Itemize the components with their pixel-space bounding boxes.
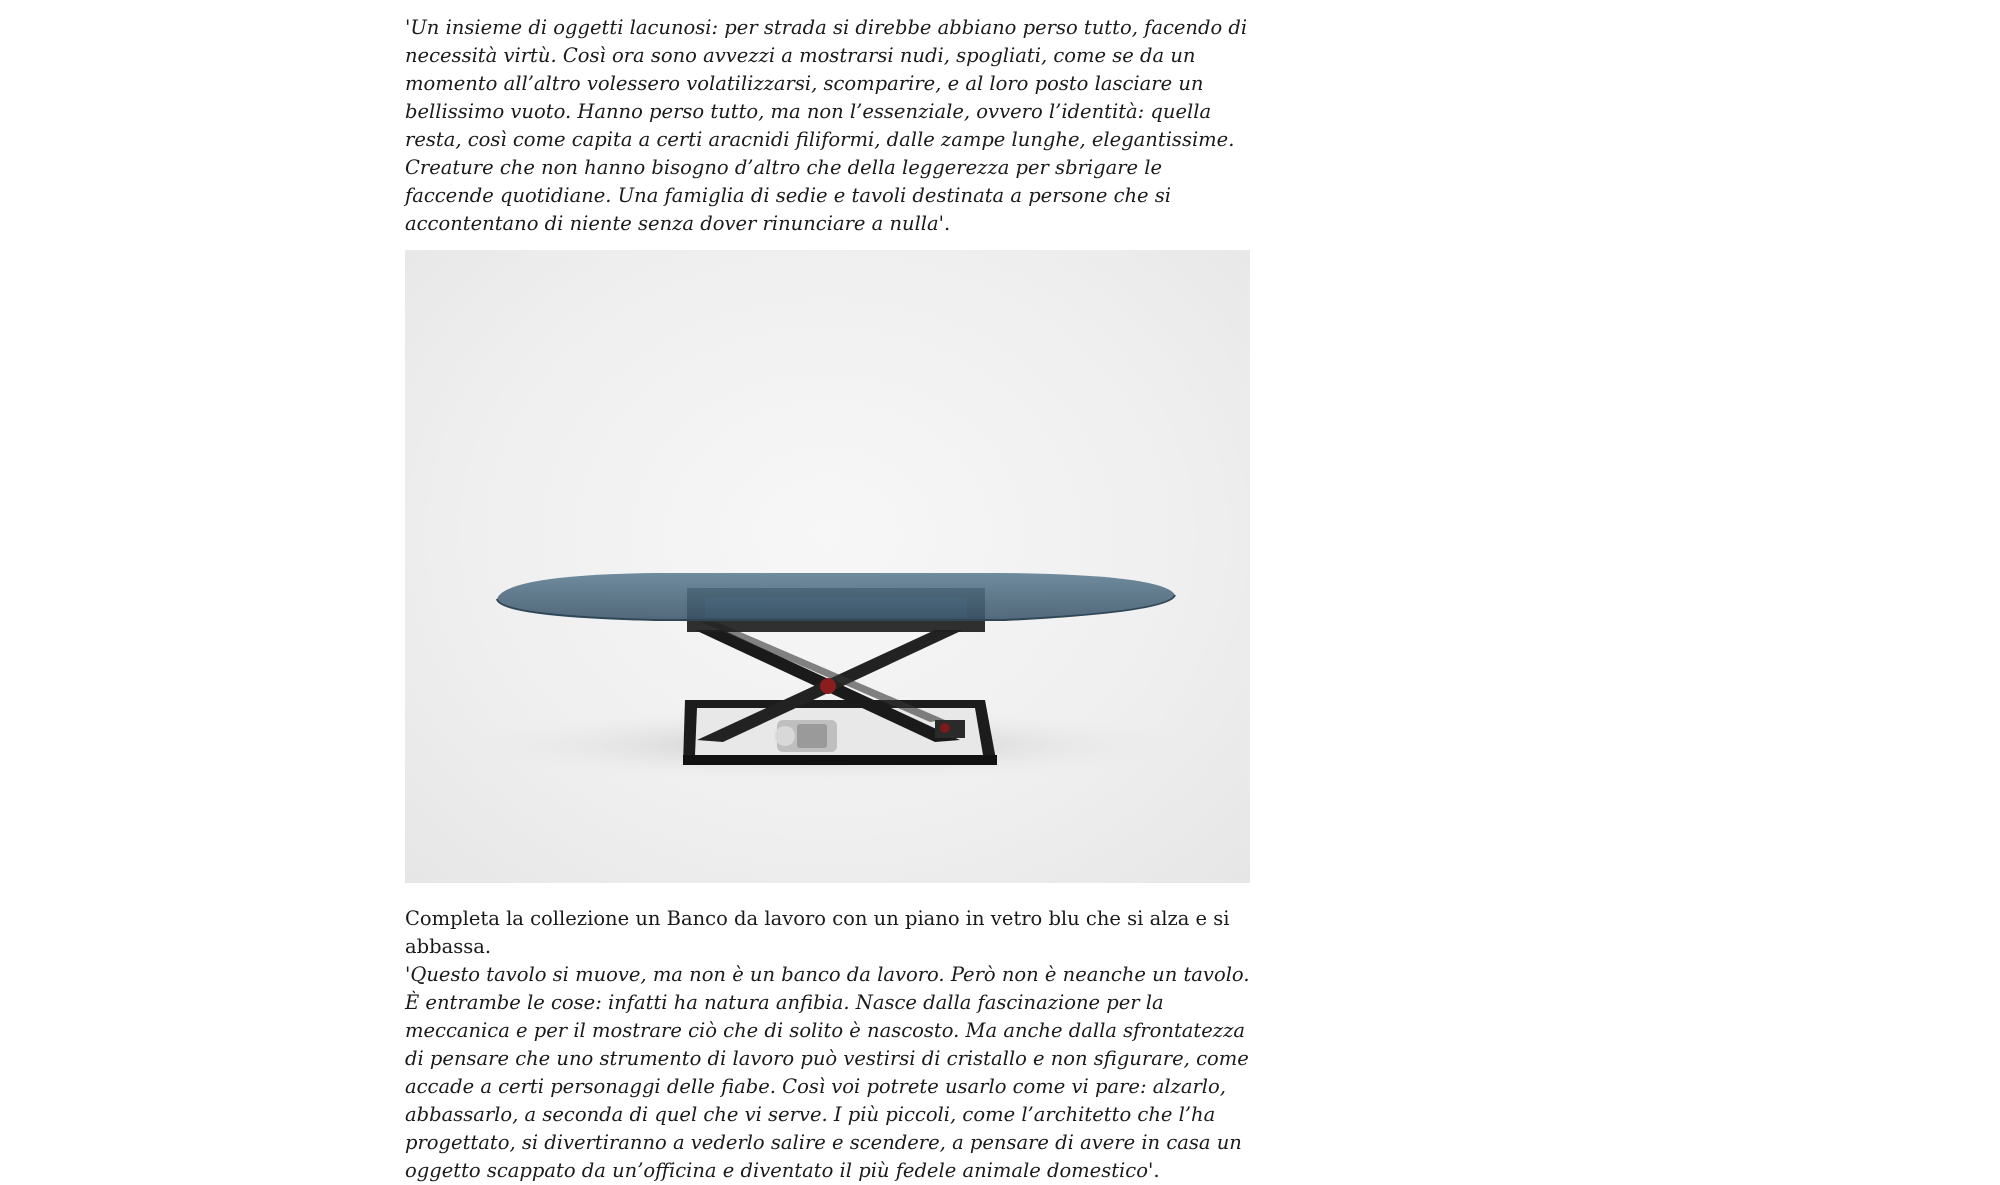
quote-open-mark: ' bbox=[405, 16, 411, 39]
product-photo bbox=[405, 250, 1250, 883]
quote-paragraph-2 bbox=[405, 961, 1250, 1185]
quote-close-mark: '. bbox=[938, 212, 951, 235]
quote-text-1: Un insieme di oggetti lacunosi: per strada si direbbe abbiano perso tutto, facendo di necessità virtù. Così ora sono avvezzi a mostrarsi nudi, spogliati, come se da un momento all’altro volessero volatilizzarsi, scomparire, e al loro posto lasciare un bellissimo vuoto. Hanno perso tutto, ma non l’essenziale, ovvero l’identità: quella resta, così come capita a certi aracnidi filiformi, dalle zampe lunghe, elegantissime. Creature che non hanno bisogno d’altro che della leggerezza per sbrigare le faccende quotidiane. Una famiglia di sedie e tavoli destinata a persone che si accontentano di niente senza dover rinunciare a nulla bbox=[405, 16, 1248, 235]
article-body bbox=[405, 14, 1250, 1185]
quote-paragraph-1 bbox=[405, 14, 1250, 238]
quote-close-mark: '. bbox=[1147, 1159, 1160, 1182]
glass-top bbox=[497, 573, 1175, 620]
body-paragraph: Completa la collezione un Banco da lavoro con un piano in vetro blu che si alza e si abbassa. bbox=[405, 907, 1230, 958]
quote-open-mark: ' bbox=[405, 963, 411, 986]
table-illustration bbox=[405, 250, 1250, 883]
motor bbox=[775, 720, 837, 752]
quote-text-2: Questo tavolo si muove, ma non è un banco da lavoro. Però non è neanche un tavolo. È entrambe le cose: infatti ha natura anfibia. Nasce dalla fascinazione per la meccanica e per il mostrare ciò che di solito è nascosto. Ma anche dalla sfrontatezza di pensare che uno strumento di lavoro può vestirsi di cristallo e non sfigurare, come accade a certi personaggi delle fiabe. Così voi potrete usarlo come vi pare: alzarlo, abbassarlo, a seconda di quel che vi serve. I più piccoli, come l’architetto che l’ha progettato, si divertiranno a vederlo salire e scendere, a pensare di avere in casa un oggetto scappato da un’officina e diventato il più fedele animale domestico bbox=[405, 963, 1250, 1182]
